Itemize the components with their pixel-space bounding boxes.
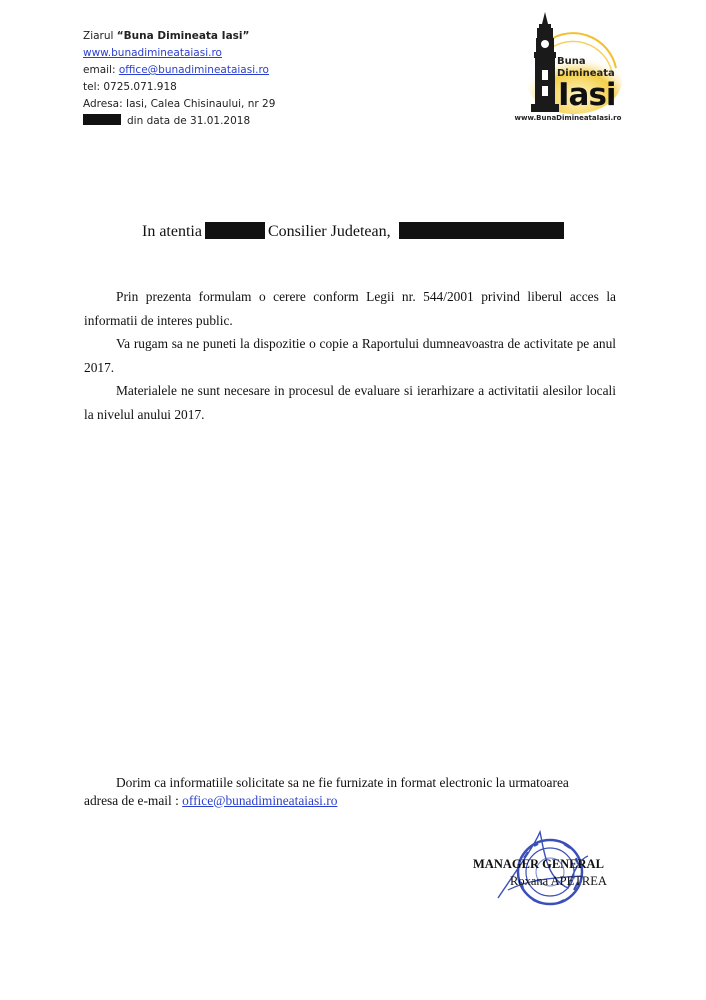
email-link[interactable]: office@bunadimineataiasi.ro (118, 64, 269, 76)
official-stamp-icon (478, 828, 618, 918)
addressee-role: Consilier Judetean, (267, 223, 391, 240)
logo-word-iasi: Iasi (558, 77, 616, 113)
closing-text: Dorim ca informatiile solicitate sa ne fie furnizate in format electronic la urmatoarea adresa de e-mail : (84, 775, 569, 808)
address-line: Adresa: Iasi, Calea Chisinaului, nr 29 (83, 98, 276, 110)
newspaper-line (83, 28, 275, 45)
date-text: din data de 31.01.2018 (127, 115, 251, 127)
addressee-line (142, 222, 564, 241)
email-label: email: (83, 64, 119, 76)
signatory-title: MANAGER GENERAL (473, 857, 604, 871)
redaction-block (83, 114, 121, 125)
letterhead (83, 28, 275, 130)
paragraph-purpose: Materialele ne sunt necesare in procesul de evaluare si ierarhizare a activitatii alesilor locali la nivelul anului 2017. (84, 383, 616, 422)
newspaper-logo (512, 10, 624, 128)
phone-line: tel: 0725.071.918 (83, 81, 177, 93)
newspaper-name: “Buna Dimineata Iasi” (116, 30, 250, 42)
logo-url: www.BunaDimineataIasi.ro (514, 114, 622, 122)
paragraph-request: Prin prezenta formulam o cerere conform Legii nr. 544/2001 privind liberul acces la informatii de interes public. (84, 289, 616, 328)
redaction-block (205, 222, 265, 239)
date-line (83, 113, 275, 130)
addressee-prefix: In atentia (142, 223, 202, 240)
closing-paragraph (84, 774, 594, 809)
letter-body (84, 285, 616, 426)
paragraph-report: Va rugam sa ne puneti la dispozitie o copie a Raportului dumneavoastra de activitate pe anul 2017. (84, 336, 616, 375)
email-line (83, 62, 275, 79)
newspaper-prefix: Ziarul (83, 30, 117, 42)
logo-word-dimineata: Dimineata (557, 68, 615, 79)
redaction-block (399, 222, 564, 239)
closing-email-link[interactable]: office@bunadimineataiasi.ro (182, 792, 338, 808)
website-link[interactable]: www.bunadimineataiasi.ro (83, 47, 222, 59)
logo-word-buna: Buna (557, 56, 586, 67)
signatory-name: Roxana APETREA (510, 874, 607, 888)
